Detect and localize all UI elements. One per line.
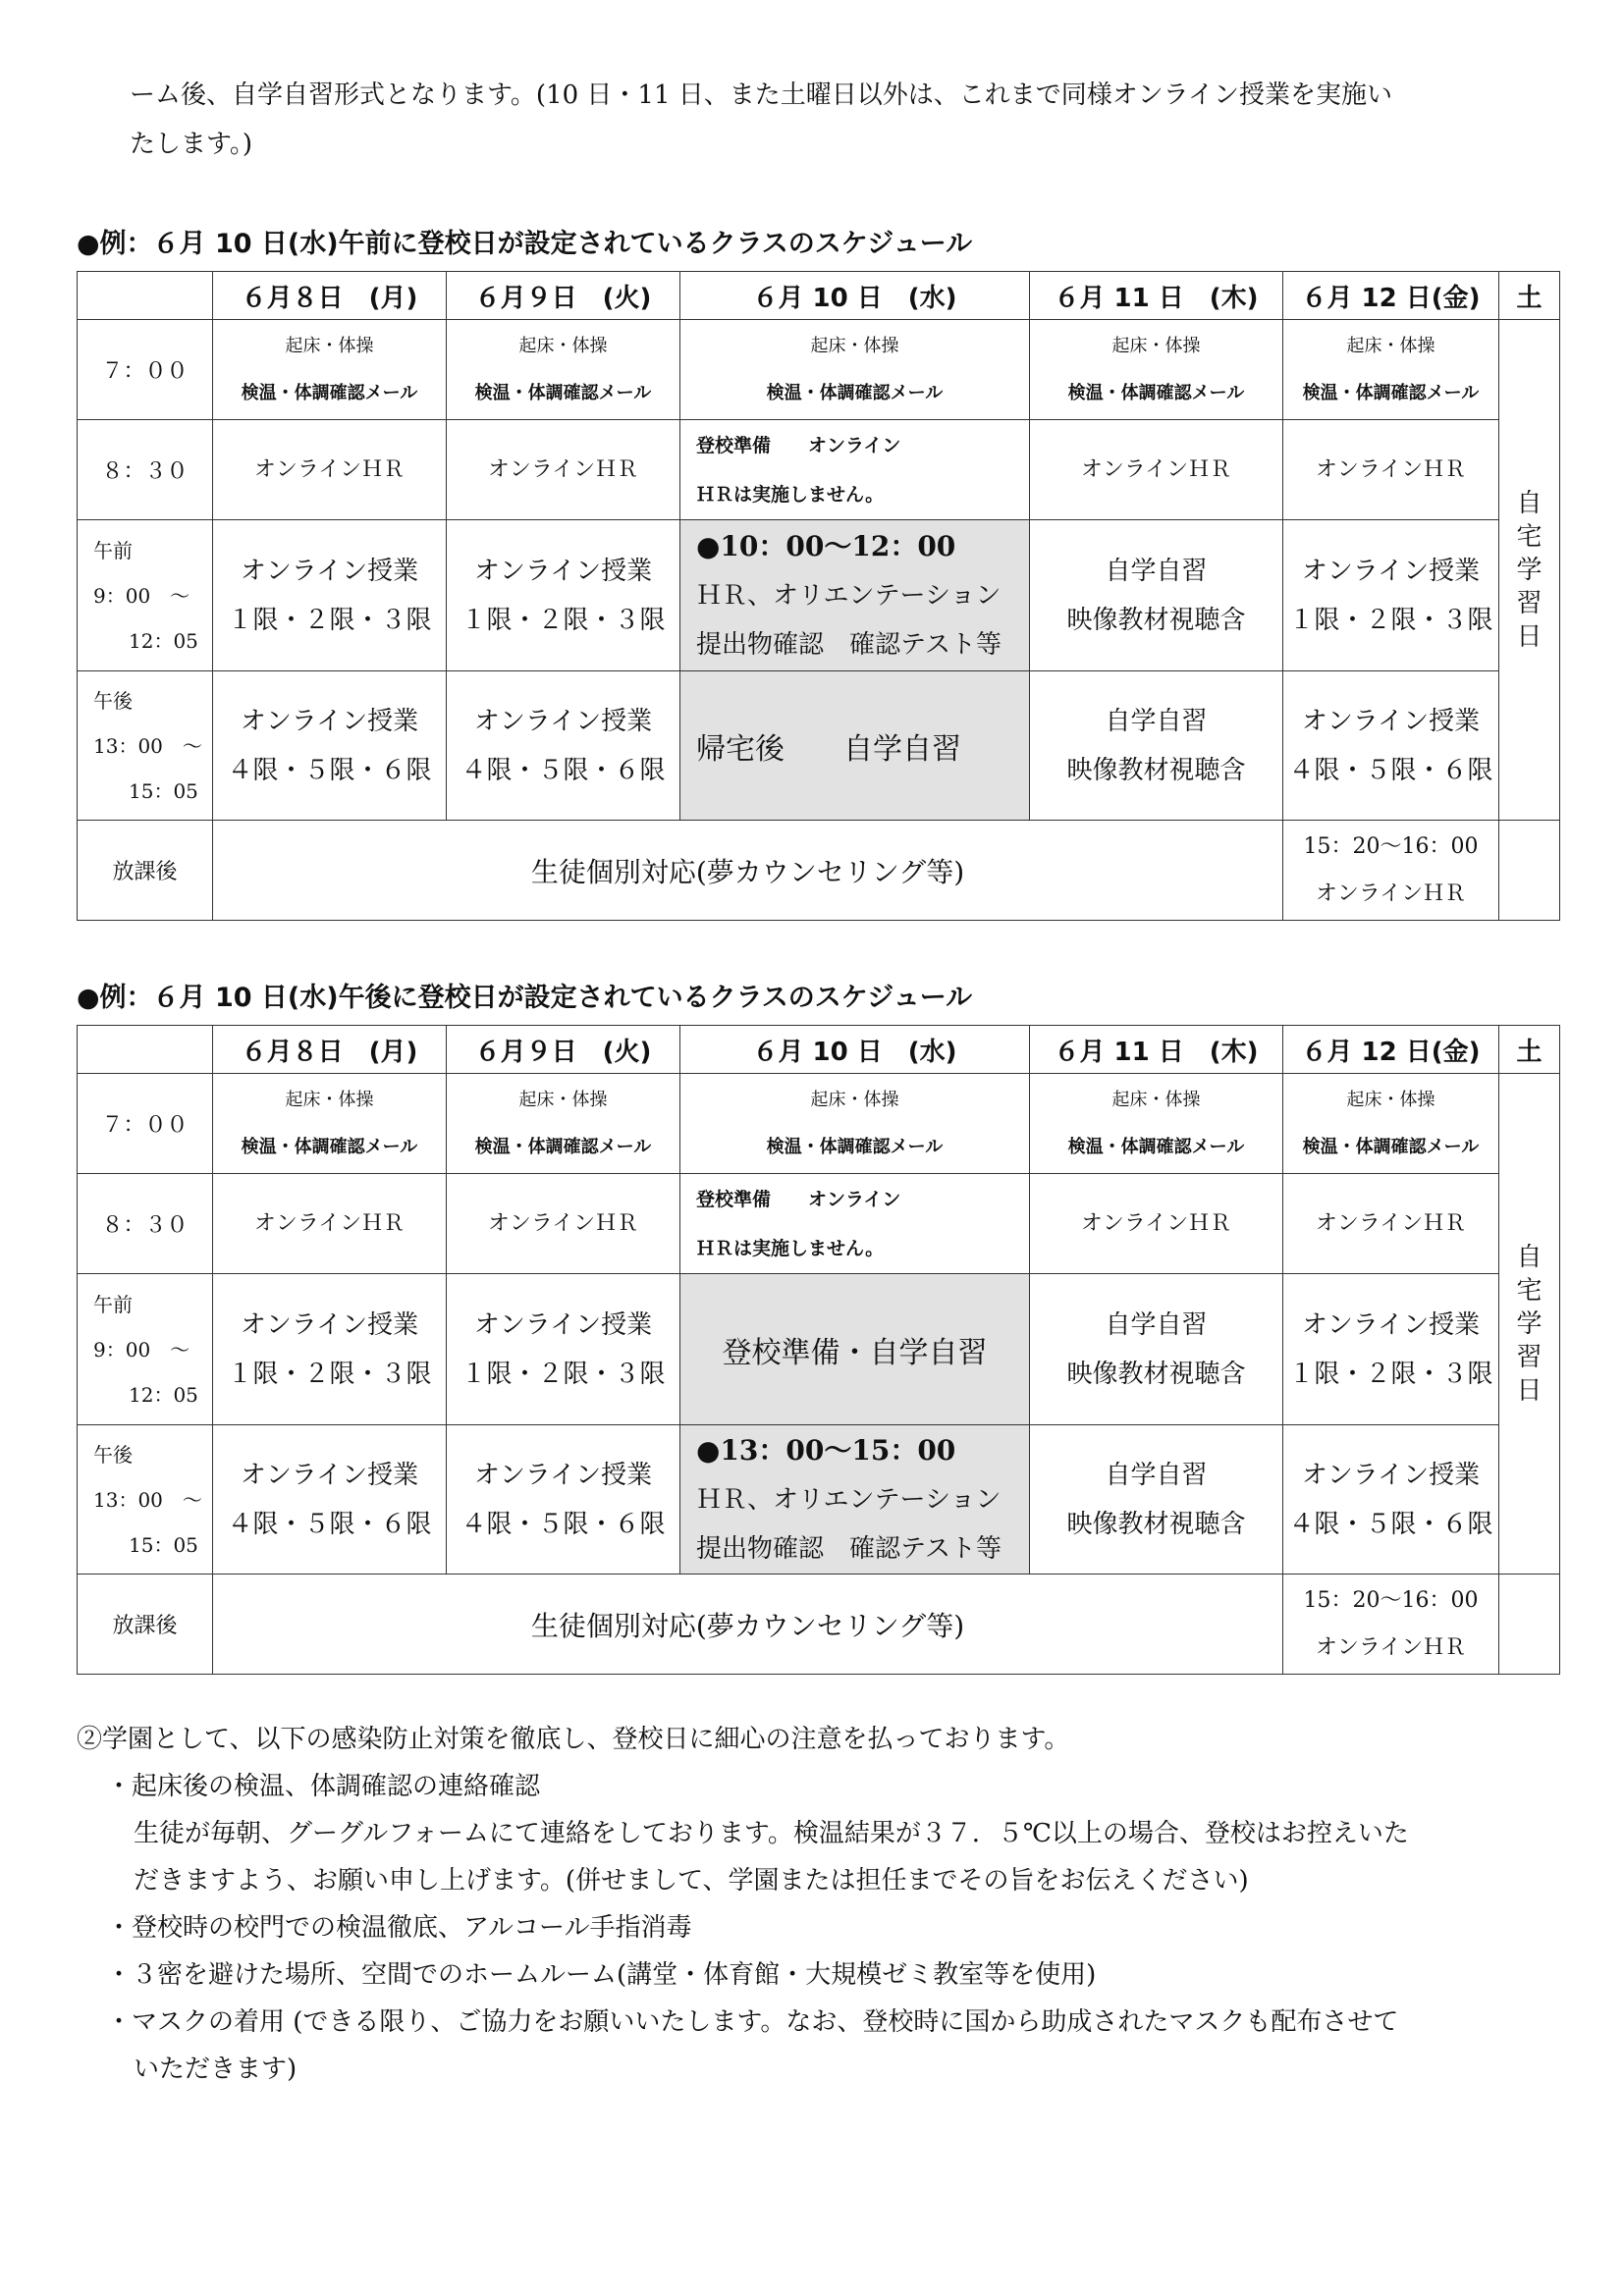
cell-thu-am: 自学自習 映像教材視聴含: [1030, 520, 1283, 671]
cell-thu-pm: 自学自習 映像教材視聴含: [1030, 671, 1283, 821]
header-fri: ６月 12 日(金): [1283, 272, 1499, 320]
schedule-table-1: [77, 271, 1560, 921]
header-row: [78, 272, 1560, 320]
time-label: ８：３０: [78, 420, 213, 520]
header-wed: ６月 10 日 (水): [680, 1026, 1030, 1074]
am-label: 午前 9：00 ～ 12：05: [78, 1274, 213, 1425]
cell-wed-am: 登校準備・自学自習: [680, 1274, 1030, 1425]
cell-after-main: 生徒個別対応(夢カウンセリング等): [213, 1575, 1283, 1675]
cell-thu-0830: オンラインＨＲ: [1030, 420, 1283, 520]
row-pm: [78, 671, 1560, 821]
measure-item: ・起床後の検温、体調確認の連絡確認: [106, 1772, 541, 1801]
cell-fri-pm: オンライン授業 ４限・５限・６限: [1283, 1425, 1499, 1575]
row-0700: [78, 320, 1560, 420]
schedule-heading-1: ●例：６月 10 日(水)午前に登校日が設定されているクラスのスケジュール: [77, 229, 973, 259]
measure-item: ・３密を避けた場所、空間でのホームルーム(講堂・体育館・大規模ゼミ教室等を使用): [106, 1960, 1097, 1990]
time-label: ７：００: [78, 320, 213, 420]
header-mon: ６月８日 (月): [213, 272, 447, 320]
cell-wed-0830: 登校準備 オンライン ＨＲは実施しません。: [680, 420, 1030, 520]
header-tue: ６月９日 (火): [447, 1026, 680, 1074]
header-mon: ６月８日 (月): [213, 1026, 447, 1074]
saturday-cell: 自 宅 学 習 日: [1499, 1074, 1560, 1575]
cell-thu-0700: 起床・体操 検温・体調確認メール: [1030, 320, 1283, 420]
row-0700: [78, 1074, 1560, 1174]
cell-tue-0700: 起床・体操 検温・体調確認メール: [447, 320, 680, 420]
cell-tue-0830: オンラインＨＲ: [447, 420, 680, 520]
cell-fri-0700: 起床・体操 検温・体調確認メール: [1283, 320, 1499, 420]
infection-measures: [77, 1716, 1559, 2093]
am-label: 午前 9：00 ～ 12：05: [78, 520, 213, 671]
cell-fri-after: 15：20～16：00 オンラインＨＲ: [1283, 821, 1499, 921]
measure-detail: だきますよう、お願い申し上げます。(併せまして、学園または担任までその旨をお伝えください): [134, 1866, 1249, 1896]
header-tue: ６月９日 (火): [447, 272, 680, 320]
header-thu: ６月 11 日 (木): [1030, 272, 1283, 320]
measure-detail: 生徒が毎朝、グーグルフォームにて連絡をしております。検温結果が３７．５℃以上の場合、登校はお控えいた: [134, 1819, 1409, 1848]
header-wed: ６月 10 日 (水): [680, 272, 1030, 320]
cell-mon-pm: オンライン授業 ４限・５限・６限: [213, 1425, 447, 1575]
cell-thu-am: 自学自習 映像教材視聴含: [1030, 1274, 1283, 1425]
measure-detail: いただきます): [134, 2055, 298, 2084]
cell-wed-0700: 起床・体操 検温・体調確認メール: [680, 1074, 1030, 1174]
cell-fri-after: 15：20～16：00 オンラインＨＲ: [1283, 1575, 1499, 1675]
cell-tue-pm: オンライン授業 ４限・５限・６限: [447, 671, 680, 821]
row-pm: [78, 1425, 1560, 1575]
measure-item: ・登校時の校門での検温徹底、アルコール手指消毒: [106, 1913, 692, 1943]
after-label: 放課後: [78, 1575, 213, 1675]
cell-tue-am: オンライン授業 １限・２限・３限: [447, 520, 680, 671]
intro-line-1: ーム後、自学自習形式となります。(10 日・11 日、また土曜日以外は、これまで同様オンライン授業を実施い: [130, 80, 1392, 110]
cell-thu-0830: オンラインＨＲ: [1030, 1174, 1283, 1274]
measures-title: ②学園として、以下の感染防止対策を徹底し、登校日に細心の注意を払っております。: [77, 1725, 1070, 1754]
cell-mon-am: オンライン授業 １限・２限・３限: [213, 1274, 447, 1425]
measure-item: ・マスクの着用 (できる限り、ご協力をお願いいたします。なお、登校時に国から助成されたマスクも配布させて: [106, 2007, 1399, 2037]
cell-fri-pm: オンライン授業 ４限・５限・６限: [1283, 671, 1499, 821]
row-am: [78, 1274, 1560, 1425]
cell-fri-0700: 起床・体操 検温・体調確認メール: [1283, 1074, 1499, 1174]
cell-wed-0830: 登校準備 オンライン ＨＲは実施しません。: [680, 1174, 1030, 1274]
header-sat: 土: [1499, 1026, 1560, 1074]
cell-mon-pm: オンライン授業 ４限・５限・６限: [213, 671, 447, 821]
cell-fri-0830: オンラインＨＲ: [1283, 420, 1499, 520]
cell-tue-0700: 起床・体操 検温・体調確認メール: [447, 1074, 680, 1174]
cell-fri-am: オンライン授業 １限・２限・３限: [1283, 520, 1499, 671]
cell-thu-pm: 自学自習 映像教材視聴含: [1030, 1425, 1283, 1575]
time-label: ８：３０: [78, 1174, 213, 1274]
cell-tue-am: オンライン授業 １限・２限・３限: [447, 1274, 680, 1425]
cell-mon-am: オンライン授業 １限・２限・３限: [213, 520, 447, 671]
header-thu: ６月 11 日 (木): [1030, 1026, 1283, 1074]
header-sat: 土: [1499, 272, 1560, 320]
cell-sat-after: [1499, 821, 1560, 921]
after-label: 放課後: [78, 821, 213, 921]
row-am: [78, 520, 1560, 671]
cell-mon-0830: オンラインＨＲ: [213, 420, 447, 520]
cell-fri-0830: オンラインＨＲ: [1283, 1174, 1499, 1274]
cell-wed-0700: 起床・体操 検温・体調確認メール: [680, 320, 1030, 420]
cell-wed-pm: ●13：00～15：00 ＨＲ、オリエンテーション 提出物確認 確認テスト等: [680, 1425, 1030, 1575]
saturday-cell: 自 宅 学 習 日: [1499, 320, 1560, 821]
header-corner: [78, 1026, 213, 1074]
cell-mon-0700: 起床・体操 検温・体調確認メール: [213, 320, 447, 420]
schedule-heading-2: ●例：６月 10 日(水)午後に登校日が設定されているクラスのスケジュール: [77, 983, 973, 1013]
cell-tue-0830: オンラインＨＲ: [447, 1174, 680, 1274]
cell-wed-pm: 帰宅後 自学自習: [680, 671, 1030, 821]
header-fri: ６月 12 日(金): [1283, 1026, 1499, 1074]
cell-tue-pm: オンライン授業 ４限・５限・６限: [447, 1425, 680, 1575]
cell-fri-am: オンライン授業 １限・２限・３限: [1283, 1274, 1499, 1425]
header-row: [78, 1026, 1560, 1074]
cell-thu-0700: 起床・体操 検温・体調確認メール: [1030, 1074, 1283, 1174]
row-0830: [78, 420, 1560, 520]
pm-label: 午後 13：00 ～ 15：05: [78, 1425, 213, 1575]
row-after-school: [78, 1575, 1560, 1675]
schedule-table-2: [77, 1025, 1560, 1675]
cell-after-main: 生徒個別対応(夢カウンセリング等): [213, 821, 1283, 921]
cell-sat-after: [1499, 1575, 1560, 1675]
cell-mon-0830: オンラインＨＲ: [213, 1174, 447, 1274]
intro-paragraph: [130, 71, 1563, 169]
cell-wed-am: ●10：00～12：00 ＨＲ、オリエンテーション 提出物確認 確認テスト等: [680, 520, 1030, 671]
pm-label: 午後 13：00 ～ 15：05: [78, 671, 213, 821]
row-0830: [78, 1174, 1560, 1274]
intro-line-2: たします。): [130, 130, 253, 159]
cell-mon-0700: 起床・体操 検温・体調確認メール: [213, 1074, 447, 1174]
time-label: ７：００: [78, 1074, 213, 1174]
header-corner: [78, 272, 213, 320]
row-after-school: [78, 821, 1560, 921]
